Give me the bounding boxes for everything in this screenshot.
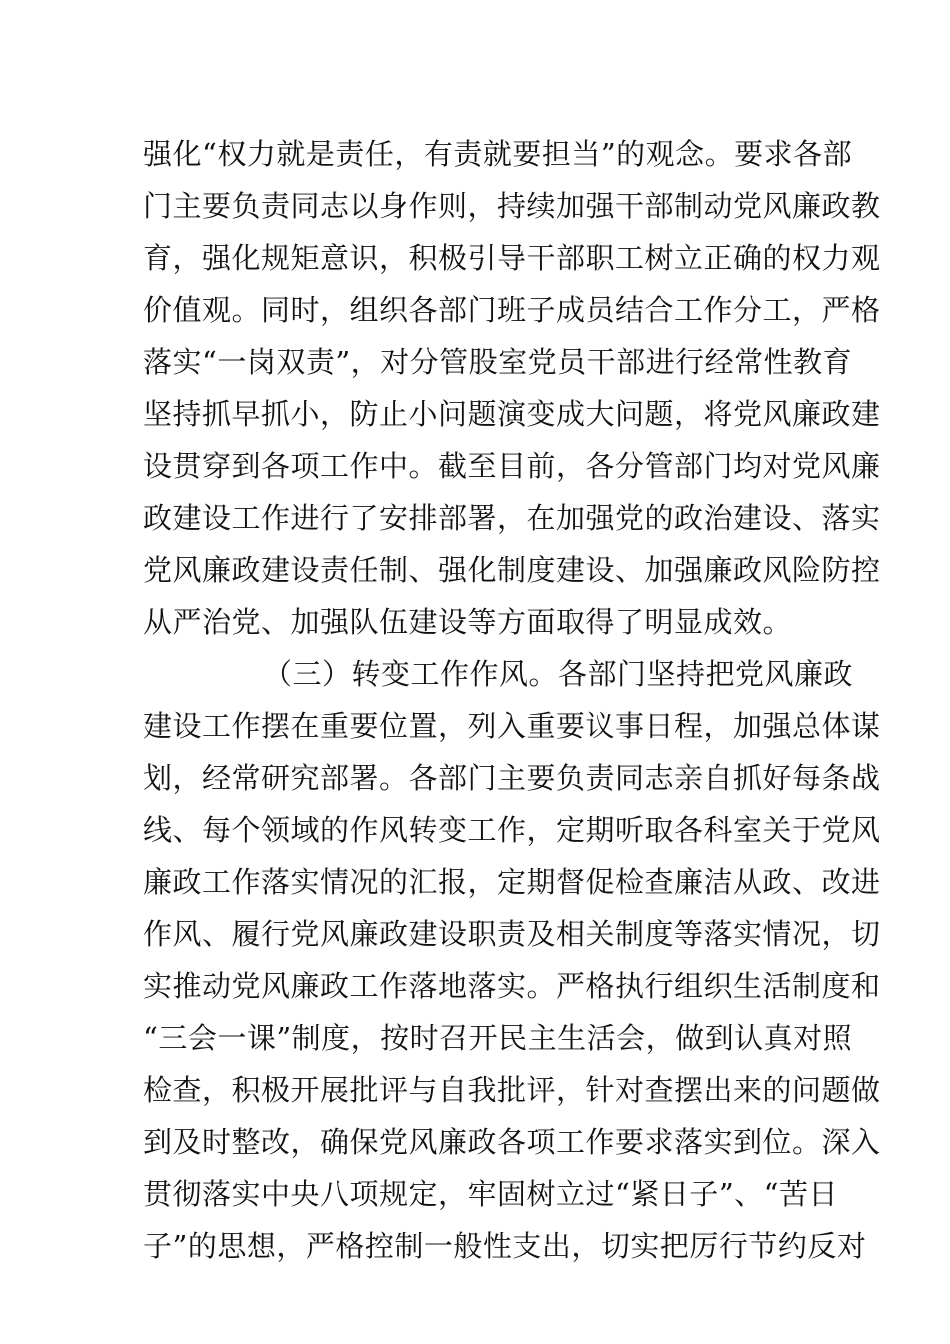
text-line: 子”的思想，严格控制一般性支出，切实把厉行节约反对 — [143, 1229, 867, 1263]
text-line: 到及时整改，确保党风廉政各项工作要求落实到位。深入 — [143, 1125, 881, 1159]
text-line: 廉政工作落实情况的汇报，定期督促检查廉洁从政、改进 — [143, 865, 881, 899]
text-line: 划，经常研究部署。各部门主要负责同志亲自抓好每条战 — [143, 761, 881, 795]
text-line: 设贯穿到各项工作中。截至目前，各分管部门均对党风廉 — [143, 449, 881, 483]
text-line: 党风廉政建设责任制、强化制度建设、加强廉政风险防控 — [143, 553, 881, 587]
text-line: 建设工作摆在重要位置，列入重要议事日程，加强总体谋 — [143, 709, 881, 743]
text-line: 门主要负责同志以身作则，持续加强干部制动党风廉政教 — [143, 189, 881, 223]
text-line: 政建设工作进行了安排部署，在加强党的政治建设、落实 — [143, 501, 881, 535]
section-heading-line: （三）转变工作作风。各部门坚持把党风廉政 — [263, 657, 854, 691]
text-line: 检查，积极开展批评与自我批评，针对查摆出来的问题做 — [143, 1073, 881, 1107]
text-line: 实推动党风廉政工作落地落实。严格执行组织生活制度和 — [143, 969, 881, 1003]
text-line: 价值观。同时，组织各部门班子成员结合工作分工，严格 — [143, 293, 881, 327]
text-line: 作风、履行党风廉政建设职责及相关制度等落实情况，切 — [143, 917, 881, 951]
text-line: 贯彻落实中央八项规定，牢固树立过“紧日子”、“苦日 — [143, 1177, 838, 1211]
text-line: 落实“一岗双责”，对分管股室党员干部进行经常性教育 — [143, 345, 853, 379]
text-line: 育，强化规矩意识，积极引导干部职工树立正确的权力观 — [143, 241, 881, 275]
text-line: 强化“权力就是责任，有责就要担当”的观念。要求各部 — [143, 137, 853, 171]
text-line: 坚持抓早抓小，防止小问题演变成大问题，将党风廉政建 — [143, 397, 881, 431]
paragraph-end-line: 从严治党、加强队伍建设等方面取得了明显成效。 — [143, 605, 793, 639]
text-line: “三会一课”制度，按时召开民主生活会，做到认真对照 — [143, 1021, 853, 1055]
text-line: 线、每个领域的作风转变工作，定期听取各科室关于党风 — [143, 813, 881, 847]
